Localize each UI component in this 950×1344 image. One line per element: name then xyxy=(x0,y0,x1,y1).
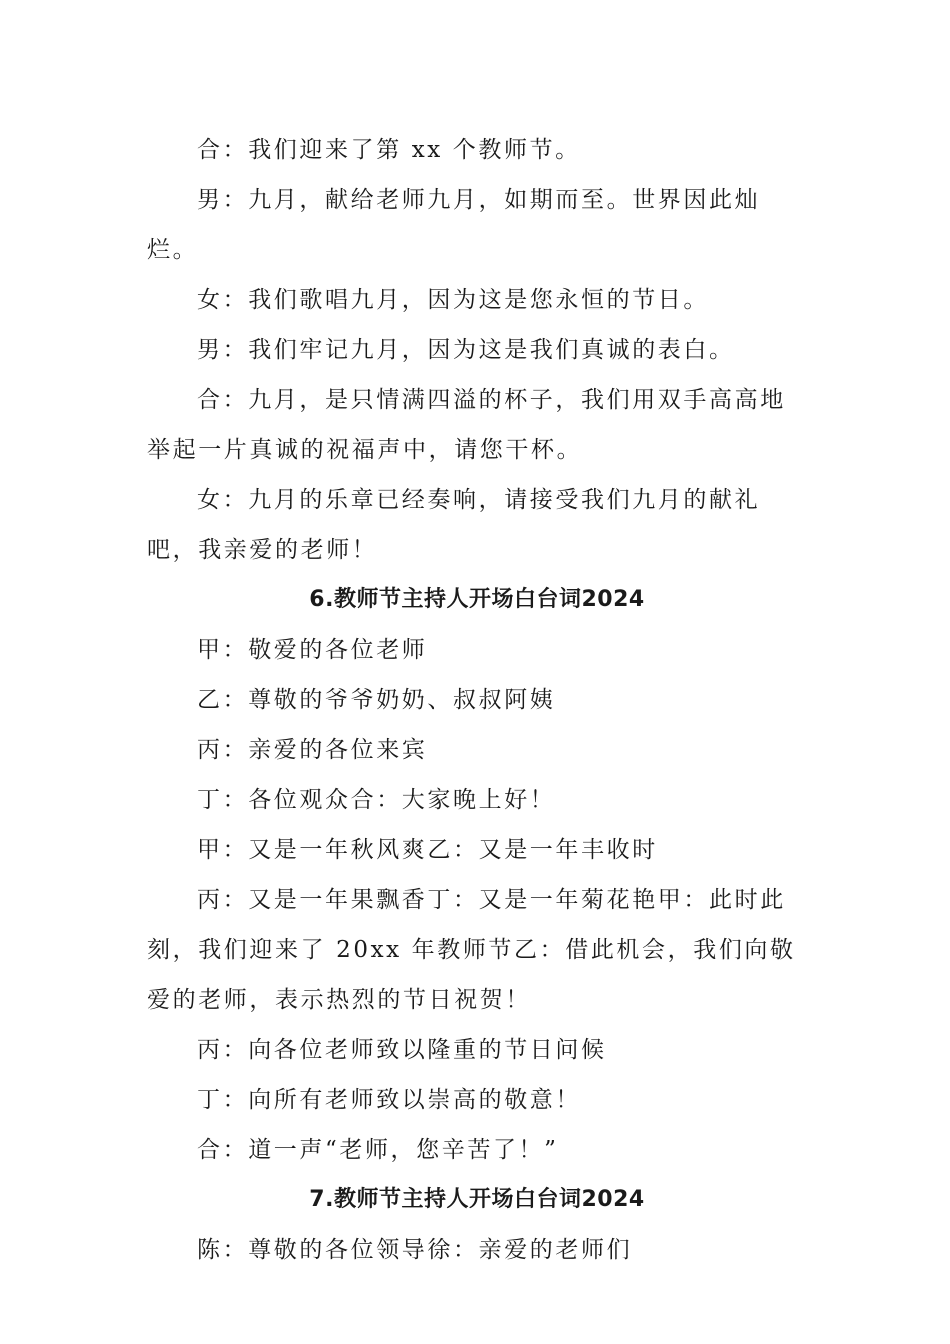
paragraph: 男：我们牢记九月，因为这是我们真诚的表白。 xyxy=(197,337,735,363)
paragraph: 甲：又是一年秋风爽乙：又是一年丰收时 xyxy=(197,837,658,863)
section-heading: 6.教师节主持人开场白台词2024 xyxy=(309,587,645,612)
paragraph: 丙：又是一年果飘香丁：又是一年菊花艳甲：此时此刻，我们迎来了 20xx 年教师节乙：借此机会，我们向敬爱的老师，表示热烈的节日祝贺！ xyxy=(147,887,796,1013)
paragraph: 丙：向各位老师致以隆重的节日问候 xyxy=(197,1037,607,1063)
section-heading: 7.教师节主持人开场白台词2024 xyxy=(309,1187,645,1212)
paragraph: 合：我们迎来了第 xx 个教师节。 xyxy=(197,137,581,163)
paragraph: 女：我们歌唱九月，因为这是您永恒的节日。 xyxy=(197,287,709,313)
paragraph: 丙：亲爱的各位来宾 xyxy=(197,737,428,763)
paragraph: 甲：敬爱的各位老师 xyxy=(197,637,428,663)
paragraph: 合：道一声“老师，您辛苦了！” xyxy=(197,1137,559,1163)
paragraph: 男：九月，献给老师九月，如期而至。世界因此灿烂。 xyxy=(147,187,761,263)
paragraph: 女：九月的乐章已经奏响，请接受我们九月的献礼吧，我亲爱的老师！ xyxy=(147,487,761,563)
paragraph: 丁：向所有老师致以崇高的敬意！ xyxy=(197,1087,581,1113)
paragraph: 乙：尊敬的爷爷奶奶、叔叔阿姨 xyxy=(197,687,556,713)
paragraph: 丁：各位观众合：大家晚上好！ xyxy=(197,787,556,813)
paragraph: 合：九月，是只情满四溢的杯子，我们用双手高高地举起一片真诚的祝福声中，请您干杯。 xyxy=(147,387,786,463)
paragraph: 陈：尊敬的各位领导徐：亲爱的老师们 xyxy=(197,1237,633,1263)
document-body xyxy=(147,125,807,1275)
